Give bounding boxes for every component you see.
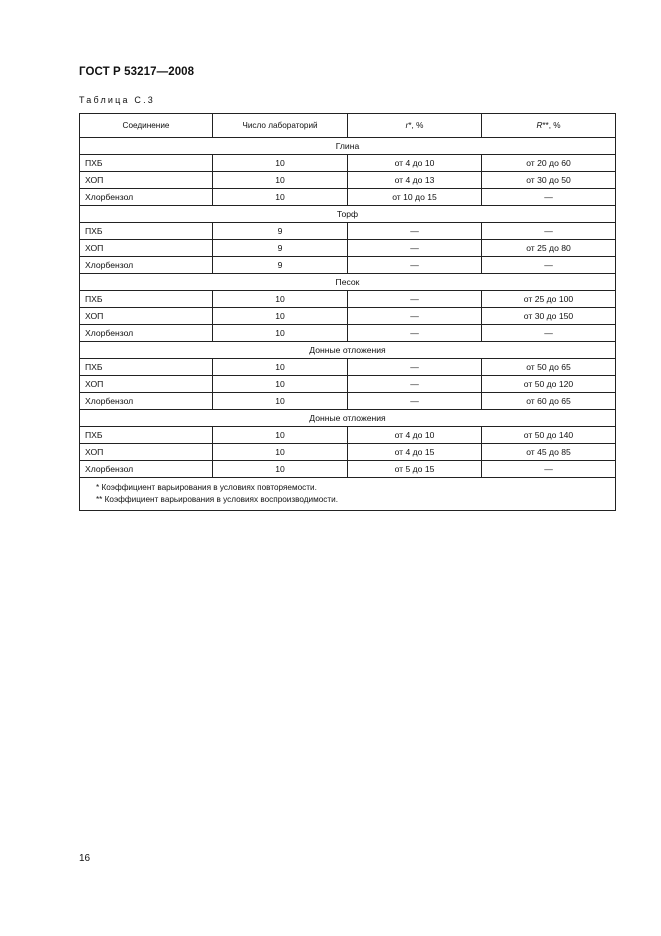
column-header-compound: Соединение <box>80 114 213 138</box>
cell-R: от 50 до 65 <box>482 359 616 376</box>
cell-r: — <box>348 223 482 240</box>
group-header-row <box>80 342 616 359</box>
group-header-row <box>80 274 616 291</box>
cell-compound: ПХБ <box>80 291 213 308</box>
cell-R: от 30 до 50 <box>482 172 616 189</box>
cell-compound: ПХБ <box>80 427 213 444</box>
cell-R: от 50 до 120 <box>482 376 616 393</box>
cell-compound: ПХБ <box>80 223 213 240</box>
R-suffix: **, % <box>542 121 561 130</box>
cell-R: — <box>482 223 616 240</box>
table-header-row <box>80 114 616 138</box>
cell-R: — <box>482 325 616 342</box>
group-name: Песок <box>80 274 616 291</box>
cell-R: от 25 до 80 <box>482 240 616 257</box>
table-row <box>80 325 616 342</box>
table-row <box>80 155 616 172</box>
cell-R: от 20 до 60 <box>482 155 616 172</box>
cell-r: — <box>348 325 482 342</box>
group-name: Донные отложения <box>80 342 616 359</box>
cell-r: от 4 до 15 <box>348 444 482 461</box>
page-number: 16 <box>79 853 91 864</box>
cell-R: — <box>482 461 616 478</box>
cell-r: от 4 до 10 <box>348 427 482 444</box>
cell-compound: Хлорбензол <box>80 325 213 342</box>
table-row <box>80 393 616 410</box>
cell-labs: 10 <box>213 325 348 342</box>
column-header-R <box>482 114 616 138</box>
table-notes <box>80 478 616 511</box>
cell-labs: 10 <box>213 155 348 172</box>
cell-labs: 9 <box>213 257 348 274</box>
cell-r: — <box>348 257 482 274</box>
cell-compound: ХОП <box>80 444 213 461</box>
cell-compound: ХОП <box>80 172 213 189</box>
table-row <box>80 257 616 274</box>
notes-row <box>80 478 616 511</box>
cell-labs: 9 <box>213 240 348 257</box>
cell-R: от 50 до 140 <box>482 427 616 444</box>
cell-compound: Хлорбензол <box>80 189 213 206</box>
table-row <box>80 189 616 206</box>
cell-R: от 60 до 65 <box>482 393 616 410</box>
table-row <box>80 291 616 308</box>
cell-compound: Хлорбензол <box>80 257 213 274</box>
r-suffix: *, % <box>408 121 424 130</box>
note-repeatability: * Коэффициент варьирования в условиях повторяемости. <box>96 483 317 492</box>
cell-labs: 10 <box>213 359 348 376</box>
cell-compound: Хлорбензол <box>80 393 213 410</box>
cell-r: от 4 до 10 <box>348 155 482 172</box>
cell-compound: ПХБ <box>80 155 213 172</box>
cell-compound: Хлорбензол <box>80 461 213 478</box>
table-body <box>80 138 616 478</box>
group-name: Торф <box>80 206 616 223</box>
cell-R: от 45 до 85 <box>482 444 616 461</box>
cell-compound: ХОП <box>80 308 213 325</box>
r-symbol: r <box>405 121 409 130</box>
cell-labs: 10 <box>213 376 348 393</box>
cell-labs: 10 <box>213 427 348 444</box>
cell-R: от 30 до 150 <box>482 308 616 325</box>
results-table <box>79 113 616 511</box>
column-header-labs: Число лабораторий <box>213 114 348 138</box>
cell-r: — <box>348 308 482 325</box>
cell-r: — <box>348 393 482 410</box>
cell-r: — <box>348 359 482 376</box>
cell-r: от 4 до 13 <box>348 172 482 189</box>
column-header-r <box>348 114 482 138</box>
table-row <box>80 444 616 461</box>
table-caption: Таблица С.3 <box>79 95 155 105</box>
cell-compound: ХОП <box>80 240 213 257</box>
table-row <box>80 223 616 240</box>
cell-r: — <box>348 291 482 308</box>
group-name: Глина <box>80 138 616 155</box>
cell-r: — <box>348 376 482 393</box>
cell-R: — <box>482 257 616 274</box>
cell-labs: 10 <box>213 172 348 189</box>
group-header-row <box>80 206 616 223</box>
cell-labs: 10 <box>213 444 348 461</box>
table-row <box>80 172 616 189</box>
table-row <box>80 240 616 257</box>
document-code: ГОСТ Р 53217—2008 <box>79 66 195 78</box>
table-row <box>80 308 616 325</box>
table-row <box>80 376 616 393</box>
cell-r: — <box>348 240 482 257</box>
cell-labs: 10 <box>213 393 348 410</box>
cell-labs: 10 <box>213 291 348 308</box>
cell-labs: 10 <box>213 189 348 206</box>
cell-compound: ПХБ <box>80 359 213 376</box>
cell-labs: 10 <box>213 461 348 478</box>
group-header-row <box>80 410 616 427</box>
cell-r: от 10 до 15 <box>348 189 482 206</box>
cell-labs: 9 <box>213 223 348 240</box>
table-row <box>80 359 616 376</box>
table-row <box>80 427 616 444</box>
cell-labs: 10 <box>213 308 348 325</box>
table-row <box>80 461 616 478</box>
cell-r: от 5 до 15 <box>348 461 482 478</box>
group-header-row <box>80 138 616 155</box>
cell-R: — <box>482 189 616 206</box>
group-name: Донные отложения <box>80 410 616 427</box>
cell-compound: ХОП <box>80 376 213 393</box>
cell-R: от 25 до 100 <box>482 291 616 308</box>
R-symbol: R <box>536 121 543 130</box>
note-reproducibility: ** Коэффициент варьирования в условиях воспроизводимости. <box>96 495 338 504</box>
